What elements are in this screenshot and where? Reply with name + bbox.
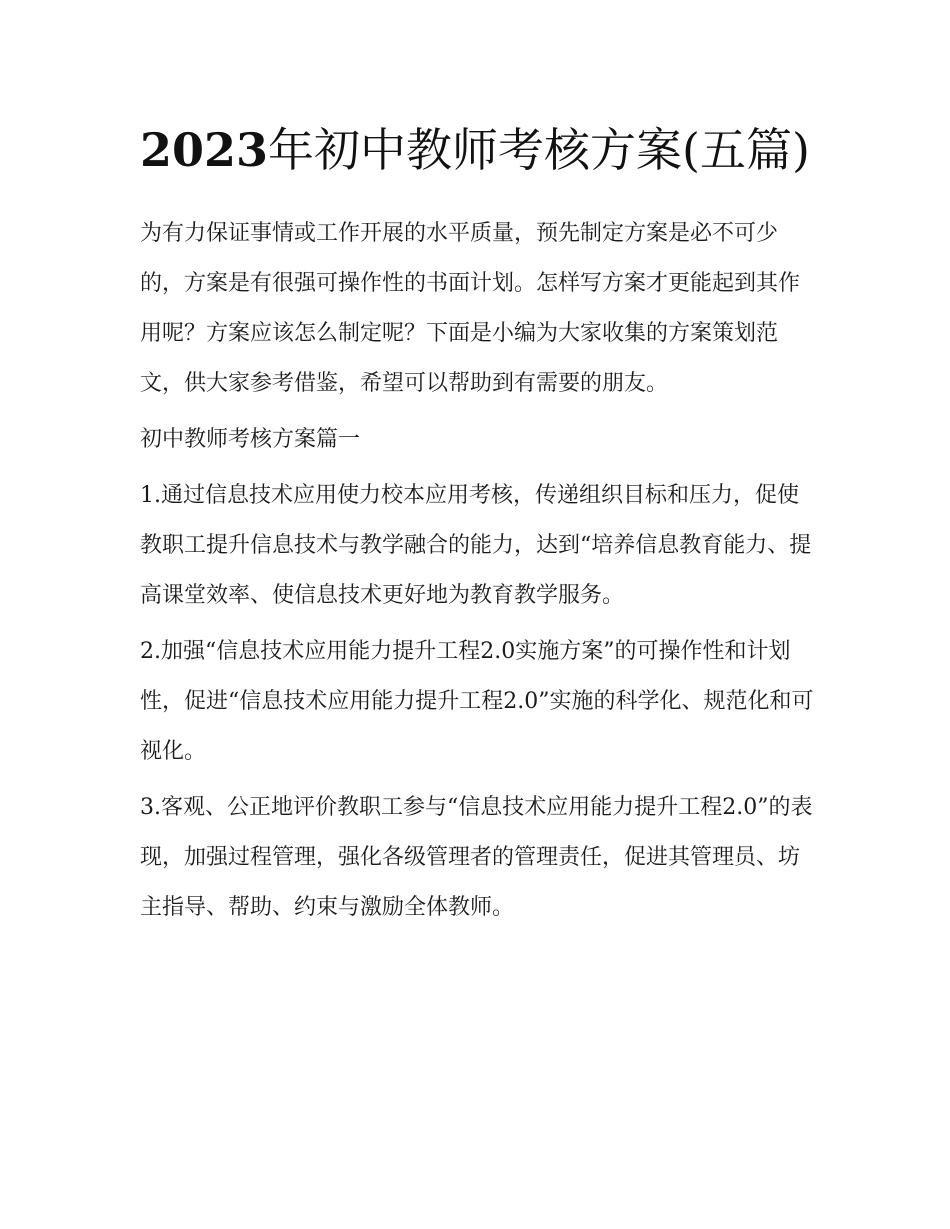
document-body [140,209,815,933]
document-title [140,115,815,185]
list-item-2: 2.加强“信息技术应用能力提升工程2.0实施方案”的可操作性和计划性，促进“信息技术应用能力提升工程2.0”实施的科学化、规范化和可视化。 [140,639,814,764]
document-page [140,115,815,939]
title-text: 年初中教师考核方案(五篇) [268,123,810,177]
list-item-3: 3.客观、公正地评价教职工参与“信息技术应用能力提升工程2.0”的表现，加强过程管理，强化各级管理者的管理责任，促进其管理员、坊主指导、帮助、约束与激励全体教师。 [140,795,813,920]
list-item-1: 1.通过信息技术应用使力校本应用考核，传递组织目标和压力，促使教职工提升信息技术与教学融合的能力，达到“培养信息教育能力、提高课堂效率、使信息技术更好地为教育教学服务。 [140,483,812,608]
intro-paragraph: 为有力保证事情或工作开展的水平质量，预先制定方案是必不可少的，方案是有很强可操作性的书面计划。怎样写方案才更能起到其作用呢？方案应该怎么制定呢？下面是小编为大家收集的方案策划范文，供大家参考借鉴，希望可以帮助到有需要的朋友。 [140,221,801,396]
section-heading: 初中教师考核方案篇一 [140,427,361,452]
title-year: 2023 [140,123,269,177]
